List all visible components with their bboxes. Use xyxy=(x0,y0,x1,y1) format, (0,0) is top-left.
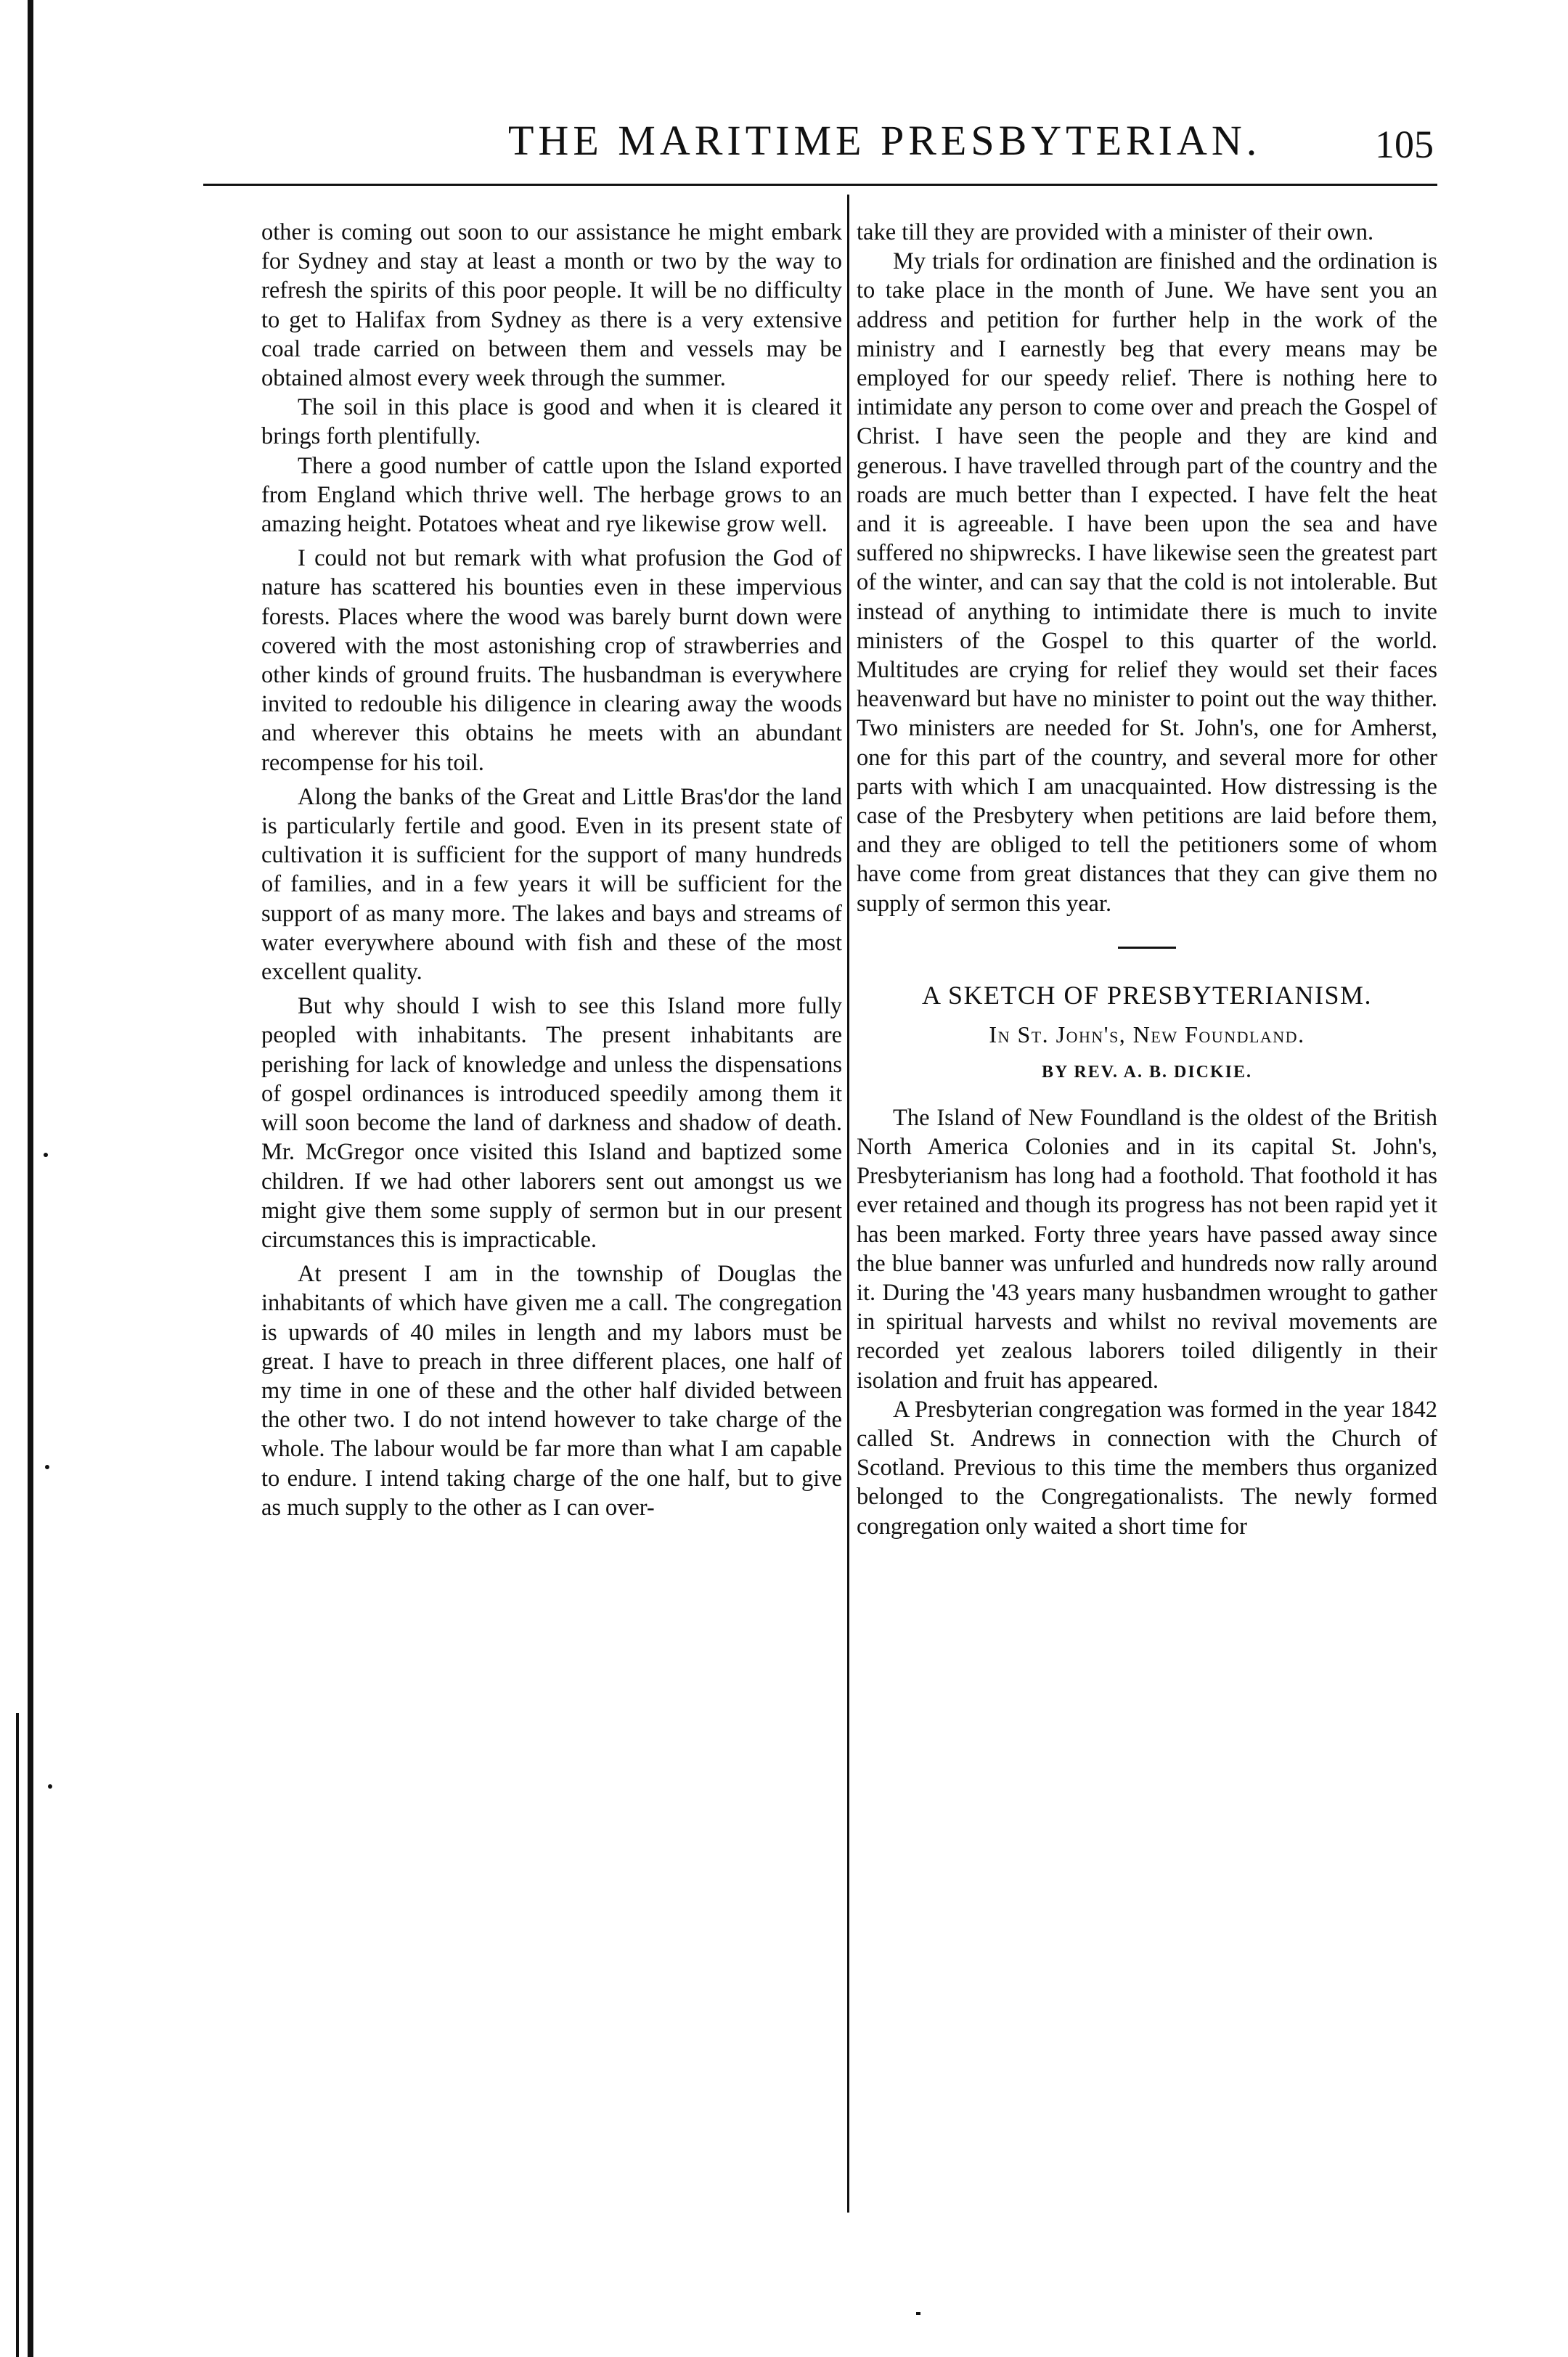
paragraph: take till they are provided with a minister of their own. xyxy=(857,219,1374,245)
paragraph: The soil in this place is good and when it is cleared it brings forth plentifully. xyxy=(261,394,842,450)
paragraph: other is coming out soon to our assistance he might embark for Sydney and stay at least a month or two by the way to refresh the spirits of this poor people. It will be no difficulty to get to Halifax from Sydney as there is a very extensive coal trade carried on between them and vessels may be obtained almost every week through the summer. xyxy=(261,219,842,392)
paragraph: At present I am in the township of Douglas the inhabitants of which have given me a call. The congregation is upwards of 40 miles in length and my labors must be great. I have to preach in three different places, one half of my time in one of these and the other half divided between the other two. I do not intend however to take charge of the whole. The labour would be far more than what I am capable to endure. I intend taking charge of the one half, but to give as much supply to the other as I can over- xyxy=(261,1261,842,1521)
left-column xyxy=(261,218,842,2178)
margin-dot xyxy=(44,1153,48,1157)
section-separator xyxy=(857,927,1437,956)
article-title: A SKETCH OF PRESBYTERIANISM. xyxy=(921,981,1373,1010)
header-rule xyxy=(203,184,1437,186)
article-byline: BY REV. A. B. DICKIE. xyxy=(1041,1063,1253,1082)
margin-dot xyxy=(48,1784,52,1789)
page-header xyxy=(218,102,1452,181)
journal-title: THE MARITIME PRESBYTERIAN. xyxy=(508,117,1262,164)
article-subtitle: In St. John's, New Foundland. xyxy=(989,1021,1305,1048)
paragraph: I could not but remark with what profusion the God of nature has scattered his bounties even in these impervious forests. Places where the wood was barely burnt down were covered with the most astonishing crop of strawberries and other kinds of ground fruits. The husbandman is everywhere invited to redouble his diligence in clearing away the woods and wherever this obtains he meets with an abundant recompense for his toil. xyxy=(261,545,842,776)
paragraph: But why should I wish to see this Island more fully peopled with inhabitants. The present inhabitants are perishing for lack of knowledge and unless the dispensations of gospel ordinances is introduced speedily among them it will soon become the land of darkness and shadow of death. Mr. McGregor once visited this Island and baptized some children. If we had other laborers sent out amongst us we might give them some supply of sermon but in our present circumstances this is impracticable. xyxy=(261,993,842,1253)
right-column xyxy=(857,218,1437,2178)
paragraph: A Presbyterian congregation was formed in the year 1842 called St. Andrews in connection with the Church of Scotland. Previous to this time the members thus organized belonged to the Congregationalists. The newly formed congregation only waited a short time for xyxy=(857,1396,1437,1540)
page-number: 105 xyxy=(1375,123,1434,166)
paragraph: The Island of New Foundland is the oldest of the British North America Colonies and in its capital St. John's, Presbyterianism has long had a foothold. That foothold it has ever retained and though its progress has not been rapid yet it has been marked. Forty three years have passed away since the blue banner was unfurled and hundreds now rally around it. During the '43 years many husbandmen wrought to gather in spiritual harvests and whilst no revival movements are recorded yet zealous laborers toiled diligently in their isolation and fruit has appeared. xyxy=(857,1104,1437,1394)
paragraph: My trials for ordination are finished and the ordination is to take place in the month of June. We have sent you an address and petition for further help in the work of the ministry and I earnestly beg that every means may be employed for our speedy relief. There is nothing here to intimidate any person to come over and preach the Gospel of Christ. I have seen the people and they are kind and generous. I have travelled through part of the country and the roads are much better than I expected. I have felt the heat and it is agreeable. I have been upon the sea and have suffered no shipwrecks. I have likewise seen the greatest part of the winter, and can say that the cold is not intolerable. But instead of anything to intimidate there is much to invite ministers of the Gospel to this quarter of the world. Multitudes are crying for relief they would set their faces heavenward but have no minister to point out the way thither. Two ministers are needed for St. John's, one for Amherst, one for this part of the country, and several more for other parts with which I am unacquainted. How distressing is the case of the Presbytery when petitions are laid before them, and they are obliged to tell the petitioners some of whom have come from great distances that they can give them no supply of sermon this year. xyxy=(857,248,1437,917)
paragraph: There a good number of cattle upon the Island exported from England which thrive well. The herbage grows to an amazing height. Potatoes wheat and rye likewise grow well. xyxy=(261,452,842,538)
page-mark xyxy=(916,2312,920,2315)
binding-edge-secondary xyxy=(16,1713,19,2357)
binding-edge xyxy=(28,0,33,2357)
paragraph: Along the banks of the Great and Little Bras'dor the land is particularly fertile and good. Even in its present state of cultivation it is sufficient for the support of many hundreds of families, and in a few years it will be sufficient for the support of as many more. The lakes and bays and streams of water everywhere abound with fish and these of the most excellent quality. xyxy=(261,783,842,986)
margin-dot xyxy=(45,1465,49,1469)
column-divider xyxy=(847,195,849,2213)
